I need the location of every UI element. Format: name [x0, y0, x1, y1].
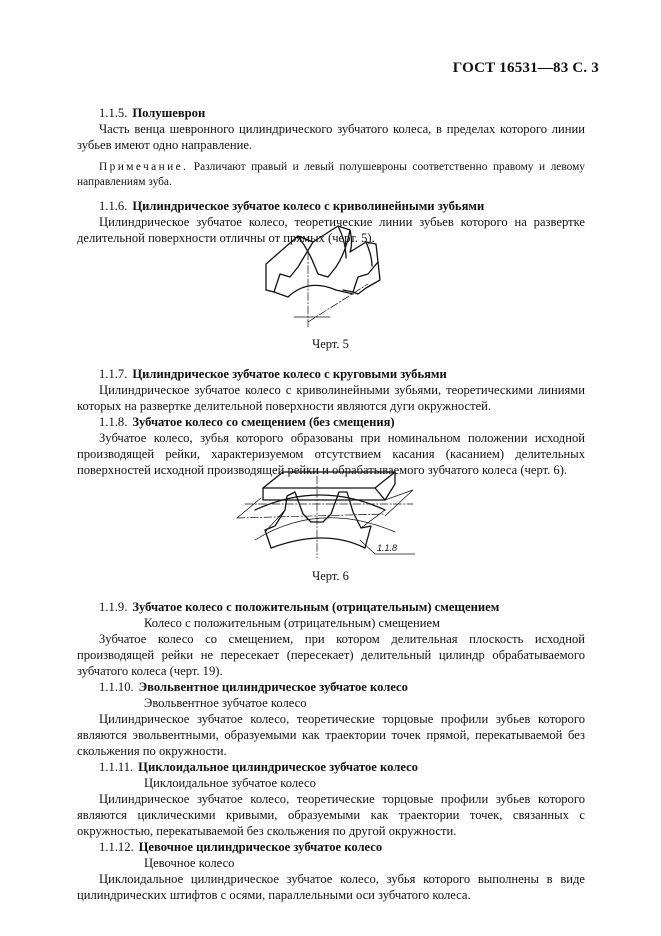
term-definition: Часть венца шевронного цилиндрического зубчатого колеса, в пределах которого линии зубьев имеют одно направление.: [77, 122, 585, 152]
note-label: Примечание.: [99, 161, 189, 173]
figure-5-caption: Черт. 5: [312, 337, 349, 351]
term-title: Зубчатое колесо со смещением (без смещения): [132, 415, 395, 429]
term-title: Полушеврон: [132, 106, 206, 120]
term-definition: Зубчатое колесо со смещением, при котором делительная плоскость исходной производящей рейки не пересекает (пересекает) делительный цилиндр обрабатываемого зубчатого колеса (черт. 19).: [77, 632, 585, 678]
term-number: 1.1.9.: [99, 600, 128, 614]
term-number: 1.1.6.: [99, 199, 128, 213]
term-1-1-8: [77, 414, 585, 430]
term-1-1-9: [77, 599, 585, 615]
term-title: Цевочное цилиндрическое зубчатое колесо: [138, 840, 383, 854]
term-1-1-12: [77, 839, 585, 855]
term-number: 1.1.5.: [99, 106, 128, 120]
term-1-1-7: [77, 366, 585, 382]
term-definition: Цилиндрическое зубчатое колесо, теоретические торцовые профили зубьев которого являются эвольвентными, образуемыми как траектории точек прямой, перекатываемой без скольжения по окружности.: [77, 712, 585, 758]
term-definition: Цилиндрическое зубчатое колесо, теоретические торцовые профили зубьев которого являются циклическими кривыми, образуемыми как траектории точек, связанных с окружностью, перекатываемой без скольжения по другой окружности.: [77, 792, 585, 838]
figure-6-rack-offset: [235, 470, 415, 560]
text-block-3: [77, 599, 585, 903]
term-number: 1.1.8.: [99, 415, 128, 429]
note-text: Различают правый и левый полушевроны соответственно правому и левому направлениям зуба.: [77, 161, 585, 188]
term-number: 1.1.11.: [99, 760, 134, 774]
term-title: Цилиндрическое зубчатое колесо с криволинейными зубьями: [132, 199, 485, 213]
figure-5-curved-tooth-gear: [258, 222, 408, 332]
note: [77, 160, 585, 190]
figure-6-label: 1.1.8: [377, 543, 398, 553]
term-definition: Цилиндрическое зубчатое колесо, теоретические линии зубьев которого на развертке делительной поверхности отличны от прямых (черт. 5).: [77, 215, 585, 245]
term-1-1-10: [77, 679, 585, 695]
term-title: Цилиндрическое зубчатое колесо с круговыми зубьями: [132, 367, 447, 381]
term-number: 1.1.7.: [99, 367, 128, 381]
term-definition: Зубчатое колесо, зубья которого образованы при номинальном положении исходной производящей рейки, характеризуемом отсутствием касания (касанием) делительных поверхностей исходной производящей рейки и обрабатываемого зубчатого колеса (черт. 6).: [77, 431, 585, 477]
term-1-1-5: [77, 105, 585, 121]
term-definition: Цилиндрическое зубчатое колесо с криволинейными зубьями, теоретическими линиями которых на развертке делительной поверхности являются дуги окружностей.: [77, 383, 585, 413]
term-title: Эвольвентное цилиндрическое зубчатое колесо: [138, 680, 408, 694]
page-header: ГОСТ 16531—83 С. 3: [452, 60, 599, 76]
term-definition: Циклоидальное цилиндрическое зубчатое колесо, зубья которого выполнены в виде цилиндрических штифтов с осями, параллельными оси зубчатого колеса.: [77, 872, 585, 902]
term-number: 1.1.12.: [99, 840, 134, 854]
term-synonym: Циклоидальное зубчатое колесо: [144, 776, 316, 790]
text-block-2: [77, 366, 585, 478]
term-synonym: Цевочное колесо: [144, 856, 235, 870]
term-1-1-6: [77, 198, 585, 214]
term-title: Циклоидальное цилиндрическое зубчатое колесо: [138, 760, 418, 774]
term-title: Зубчатое колесо с положительным (отрицательным) смещением: [132, 600, 500, 614]
term-1-1-11: [77, 759, 585, 775]
term-synonym: Колесо с положительным (отрицательным) смещением: [144, 616, 441, 630]
term-number: 1.1.10.: [99, 680, 134, 694]
term-synonym: Эвольвентное зубчатое колесо: [144, 696, 307, 710]
figure-6-caption: Черт. 6: [312, 569, 349, 583]
